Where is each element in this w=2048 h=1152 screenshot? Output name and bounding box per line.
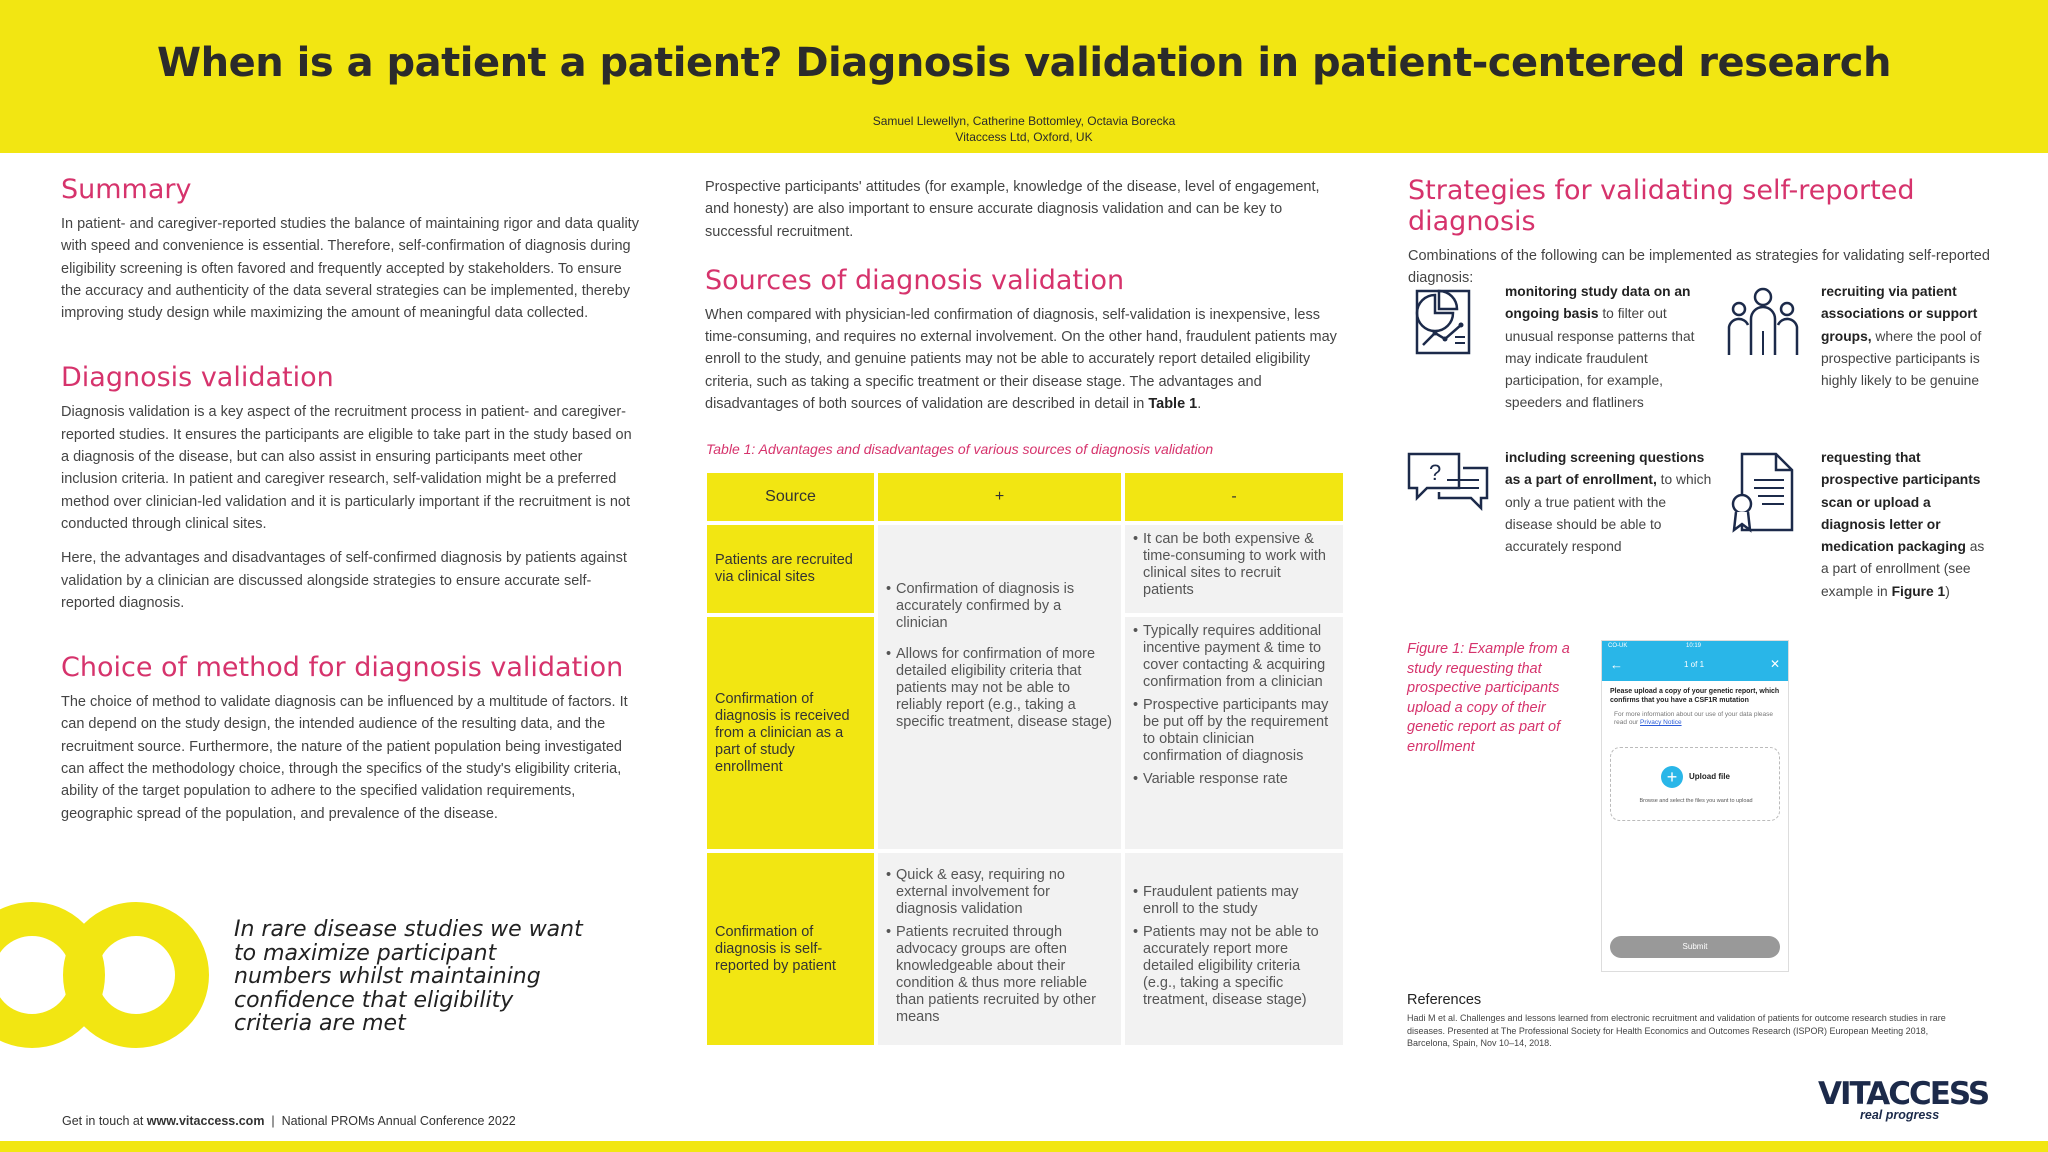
validation-heading: Diagnosis validation xyxy=(61,362,334,394)
right-column xyxy=(1408,153,2008,290)
header-plus: + xyxy=(878,473,1121,521)
table-caption: Table 1: Advantages and disadvantages of various sources of diagnosis validation xyxy=(706,441,1214,457)
row-source-self-reported: Confirmation of diagnosis is self-reported by patient xyxy=(707,853,874,1045)
table-row xyxy=(707,853,1343,1045)
authors-block xyxy=(0,113,2048,145)
strategy-requesting xyxy=(1821,447,1991,603)
validation-text-2: Here, the advantages and disadvantages of self-confirmed diagnosis by patients against validation by a clinician are discussed alongside strategies to ensure accurate self-reported diagnosis. xyxy=(61,550,627,611)
middle-column xyxy=(705,153,1345,415)
list-item: • Allows for confirmation of more detailed eligibility criteria that patients may not be able to reliably report (e.g., taking a specific treatment, disease stage) xyxy=(886,646,1113,731)
upload-dropzone[interactable] xyxy=(1610,747,1780,821)
header-minus: - xyxy=(1125,473,1343,521)
validation-text-1: Diagnosis validation is a key aspect of the recruitment process in patient- and caregiver-reported studies. It ensures the participants are eligible to take part in the study based on a diagnosis of the disease, but can also assist in ensuring participants meet other inclusion criteria. In patient and caregiver research, self-validation might be a preferred method over clinician-led validation and it is particularly important if the recruitment is not conducted through clinical sites. xyxy=(61,404,632,532)
choice-text: The choice of method to validate diagnosis can be influenced by a multitude of factors. It can depend on the study design, the intended audience of the resulting data, and the recruitment source. Furthermore, the nature of the patient population being investigated can affect the methodology choice, through the specifics of the study's eligibility criteria, ability of the target population to adhere to the specified validation requirements, geographic spread of the population, and prevalence of the disease. xyxy=(61,694,628,822)
strategy-recruiting xyxy=(1821,281,1991,392)
affiliation: Vitaccess Ltd, Oxford, UK xyxy=(955,130,1093,144)
vitaccess-logo: VITACCESS xyxy=(1818,1076,1989,1112)
row-source-clinical-sites: Patients are recruited via clinical sites xyxy=(707,525,874,613)
certificate-document-icon xyxy=(1730,450,1796,534)
strategy-monitoring xyxy=(1505,281,1705,415)
logo-tagline: real progress xyxy=(1860,1108,1940,1122)
strategy-1-text: to filter out unusual response patterns that may indicate fraudulent participation, for example, speeders and flatliners xyxy=(1505,306,1695,411)
list-item: • Patients recruited through advocacy groups are often knowledgeable about their condition & thus more reliable than patients recruited by other means xyxy=(886,924,1113,1026)
strategy-4-text: as a part of enrollment (see example in xyxy=(1821,539,1985,599)
strategies-intro: Combinations of the following can be implemented as strategies for validating self-reported diagnosis: xyxy=(1408,248,1990,287)
contact-prefix: Get in touch at xyxy=(62,1114,147,1128)
phone-topbar xyxy=(1602,641,1788,681)
submit-button[interactable]: Submit xyxy=(1610,936,1780,958)
list-item: • Fraudulent patients may enroll to the study xyxy=(1133,884,1335,918)
website-link[interactable]: www.vitaccess.com xyxy=(146,1114,265,1128)
status-time: 10:19 xyxy=(1686,643,1702,649)
strategy-2-bold: recruiting via patient associations or support groups, xyxy=(1821,284,1978,344)
infinity-logo-mark xyxy=(0,896,215,1054)
references-text: Hadi M et al. Challenges and lessons learned from electronic recruitment and validation of patients for outcome research studies in rare diseases. Presented at The Professional Society for Health Economics and Outcomes Research (ISPOR) European Meeting 2018, Barcelona, Spain, Nov 10–14, 2018. xyxy=(1407,1013,1946,1048)
cell-clinical-sites-minus xyxy=(1125,525,1343,613)
sources-heading: Sources of diagnosis validation xyxy=(705,264,1125,296)
footer-bar xyxy=(0,1141,2048,1152)
header-source: Source xyxy=(707,473,874,521)
references-heading: References xyxy=(1407,992,1482,1008)
plus-icon[interactable]: + xyxy=(1661,766,1683,788)
authors: Samuel Llewellyn, Catherine Bottomley, Octavia Borecka xyxy=(872,114,1176,128)
cell-clinician-minus xyxy=(1125,617,1343,849)
back-arrow-icon[interactable]: ← xyxy=(1610,657,1623,672)
cell-clinical-plus xyxy=(878,525,1121,849)
table-header-row xyxy=(707,473,1343,521)
footer-contact xyxy=(62,1114,516,1128)
strategy-4-bold: requesting that prospective participants scan or upload a diagnosis letter or medication packaging xyxy=(1821,450,1981,555)
strategy-4-end: ) xyxy=(1945,583,1950,599)
list-item: • Confirmation of diagnosis is accurately confirmed by a clinician xyxy=(886,581,1113,632)
cell-self-plus xyxy=(878,853,1121,1045)
left-column xyxy=(61,153,641,825)
strategy-3-text: to which only a true patient with the disease should be able to accurately respond xyxy=(1505,472,1712,555)
pull-quote: In rare disease studies we want to maximize participant numbers whilst maintaining confidence that eligibility criteria are met xyxy=(234,917,583,1036)
conference-name: | National PROMs Annual Conference 2022 xyxy=(264,1114,516,1128)
strategy-3-bold: including screening questions as a part of enrollment, xyxy=(1505,450,1705,488)
sources-body: When compared with physician-led confirmation of diagnosis, self-validation is inexpensive, less time-consuming, and requires no external involvement. On the other hand, fraudulent patients may enroll to the study, and genuine patients may not be able to accurately report detailed eligibility criteria, such as taking a specific treatment or their disease stage. The advantages and disadvantages of both sources of validation are described in detail in xyxy=(705,306,1337,413)
figure-caption: Figure 1: Example from a study requesting that prospective participants upload a copy of their genetic report as part of enrollment xyxy=(1407,641,1570,755)
chart-document-icon xyxy=(1405,285,1477,359)
status-carrier: CO-UK xyxy=(1608,643,1628,649)
figure-ref: Figure 1 xyxy=(1891,583,1946,599)
upload-prompt: Please upload a copy of your genetic report, which confirms that you have a CSF1R mutation xyxy=(1610,688,1780,704)
list-item: • Typically requires additional incentive payment & time to cover contacting & acquiring confirmation from a clinician xyxy=(1133,623,1335,691)
sources-end: . xyxy=(1197,396,1202,413)
table-row xyxy=(707,525,1343,613)
svg-text:?: ? xyxy=(1429,460,1442,485)
attitudes-text: Prospective participants' attitudes (for example, knowledge of the disease, level of engagement, and honesty) are also important to ensure accurate diagnosis validation and can be key to successful recruitment. xyxy=(705,179,1320,240)
list-item: • It can be both expensive & time-consuming to work with clinical sites to recruit patients xyxy=(1133,531,1335,599)
list-item: • Prospective participants may be put off by the requirement to obtain clinician confirmation of diagnosis xyxy=(1133,697,1335,765)
privacy-link[interactable]: Privacy Notice xyxy=(1640,719,1682,726)
strategy-1-bold: monitoring study data on an ongoing basis xyxy=(1505,284,1691,322)
strategy-screening xyxy=(1505,447,1715,558)
upload-label: Upload file xyxy=(1689,772,1730,781)
strategy-2-text: where the pool of prospective participants is highly likely to be genuine xyxy=(1821,328,1982,389)
sources-table xyxy=(703,469,1347,1049)
list-item: • Quick & easy, requiring no external involvement for diagnosis validation xyxy=(886,867,1113,918)
strategies-heading: Strategies for validating self-reported diagnosis xyxy=(1408,175,1915,237)
speech-bubbles-icon xyxy=(1405,450,1491,512)
summary-text: In patient- and caregiver-reported studies the balance of maintaining rigor and data quality with speed and convenience is essential. Therefore, self-confirmation of diagnosis during eligibility screening is often favored and frequently accepted by stakeholders. To ensure the accuracy and authenticity of the data several strategies can be implemented, thereby improving study design while maximizing the amount of meaningful data collected. xyxy=(61,216,639,322)
sources-text xyxy=(705,304,1345,415)
people-group-icon xyxy=(1724,285,1802,361)
page-indicator: 1 of 1 xyxy=(1684,660,1705,669)
table-ref: Table 1 xyxy=(1148,396,1198,413)
list-item: • Variable response rate xyxy=(1133,771,1335,788)
privacy-info-text: For more information about our use of your data please read our xyxy=(1614,711,1773,726)
summary-heading: Summary xyxy=(61,174,192,205)
cell-self-minus xyxy=(1125,853,1343,1045)
choice-heading: Choice of method for diagnosis validation xyxy=(61,652,624,684)
upload-hint: Browse and select the files you want to upload xyxy=(1639,798,1753,804)
row-source-clinician: Confirmation of diagnosis is received from a clinician as a part of study enrollment xyxy=(707,617,874,849)
poster-title: When is a patient a patient? Diagnosis validation in patient-centered research xyxy=(157,40,1891,86)
list-item: • Patients may not be able to accurately report more detailed eligibility criteria (e.g., taking a specific treatment, disease stage) xyxy=(1133,924,1335,1009)
privacy-info xyxy=(1602,711,1788,727)
phone-screenshot xyxy=(1601,640,1789,972)
close-icon[interactable]: ✕ xyxy=(1769,657,1780,671)
